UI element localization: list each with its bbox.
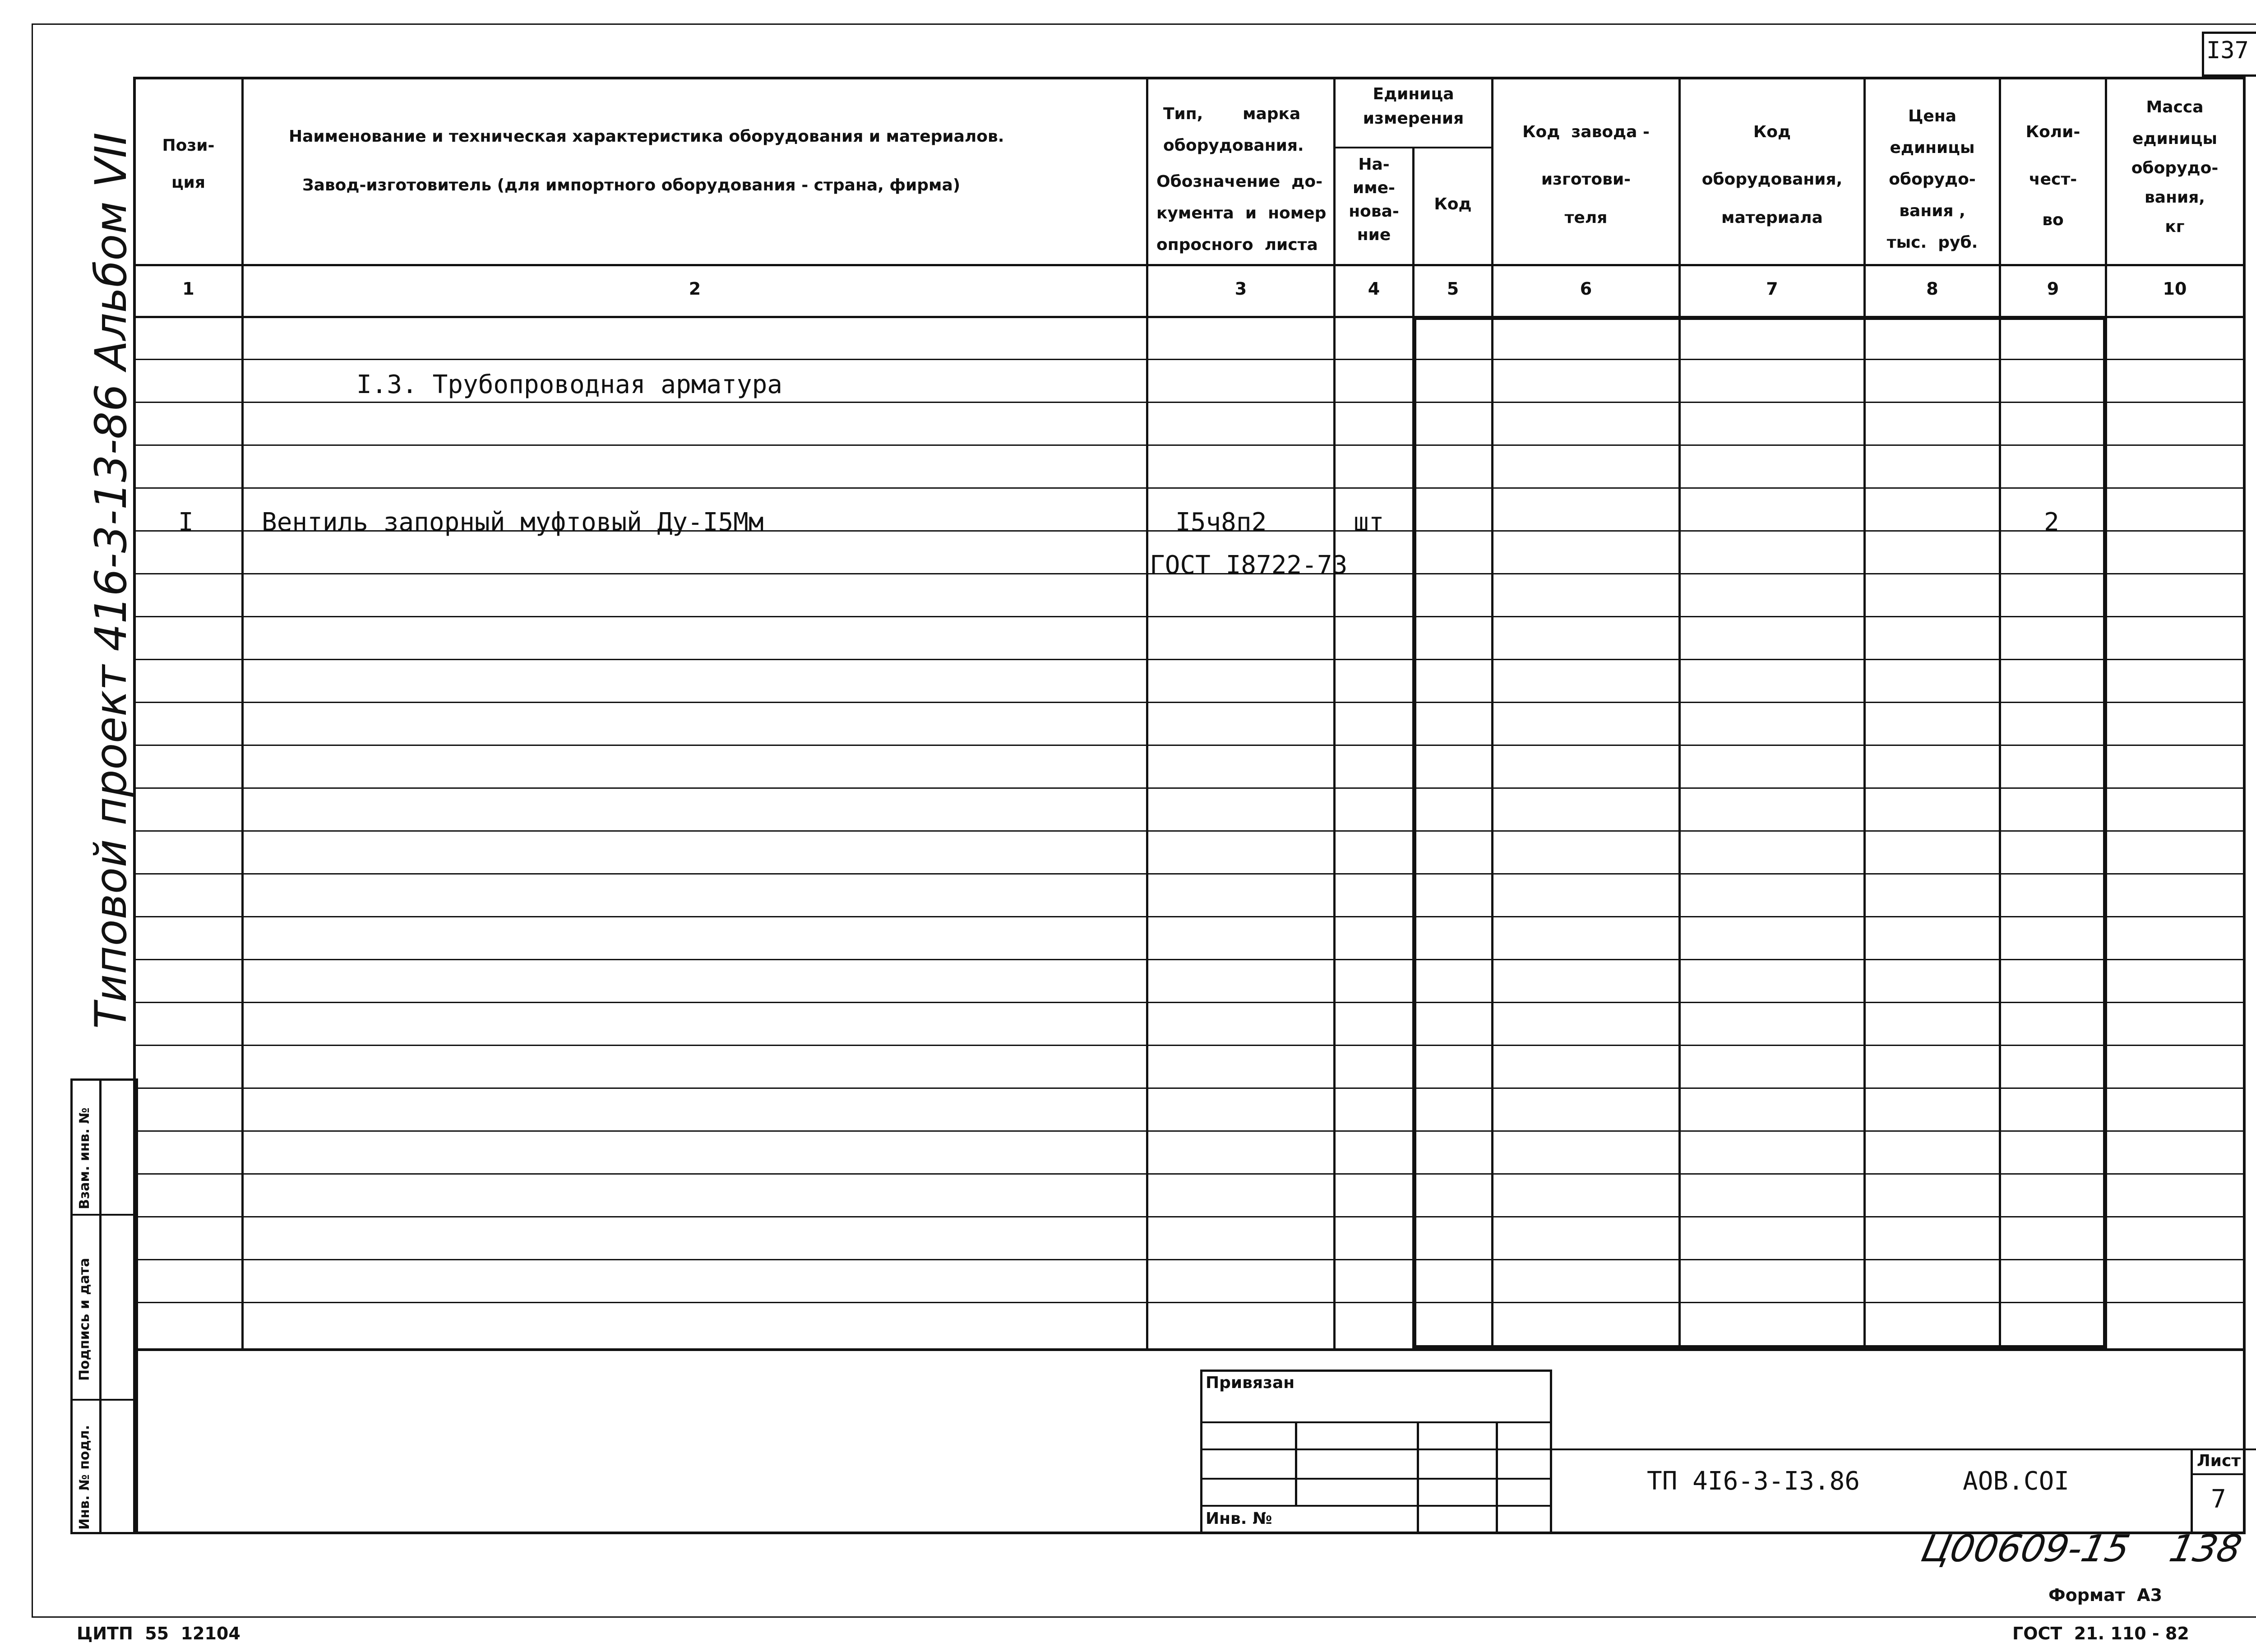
doc-code: ТП 4I6-3-I3.86 — [1647, 1467, 1860, 1496]
doc-mark: АОВ.СОI — [1963, 1467, 2070, 1496]
row-line — [133, 1087, 2246, 1089]
header-price-line2: единицы — [1890, 139, 1975, 157]
header-quantity-line1: Коли- — [2025, 123, 2080, 141]
header-price-line3: оборудо- — [1889, 170, 1976, 189]
row-type: I5ч8п2 — [1175, 508, 1267, 537]
podpis-data-label: Подпись и дата — [77, 1258, 92, 1381]
row-line — [133, 616, 2246, 617]
header-factory-code-line2: изготови- — [1541, 170, 1631, 189]
header-mass-line3: оборудо- — [2131, 159, 2219, 177]
header-type-line1: Тип, марка — [1163, 105, 1301, 123]
header-mass-line2: единицы — [2132, 130, 2218, 148]
header-bottom-line — [133, 264, 2246, 266]
title-block-line-2 — [1200, 1448, 2256, 1450]
row-document: ГОСТ I8722-73 — [1150, 551, 1348, 580]
header-type-line5: опросного листа — [1156, 236, 1318, 254]
header-unit-code: Код — [1434, 195, 1472, 213]
column-number-3: 3 — [1234, 279, 1247, 299]
section-title: I.3. Трубопроводная арматура — [356, 370, 783, 399]
header-price-line4: вания , — [1899, 202, 1965, 220]
row-position: I — [178, 508, 194, 537]
row-name: Вентиль запорный муфтовый Ду-I5Мм — [262, 508, 764, 537]
row-line — [133, 1045, 2246, 1046]
header-price-line1: Цена — [1908, 107, 1956, 125]
left-stamp-divider-1 — [70, 1214, 138, 1216]
row-line — [133, 830, 2246, 832]
row-line — [133, 1173, 2246, 1175]
header-mass-line1: Масса — [2146, 98, 2204, 116]
header-quantity-line2: чест- — [2029, 170, 2077, 189]
list-label: Лист — [2196, 1452, 2241, 1470]
header-unit-name-line2: име- — [1352, 179, 1395, 197]
format-label: Формат А3 — [2048, 1585, 2163, 1605]
body-bottom-line — [133, 1348, 2246, 1351]
row-line — [133, 745, 2246, 746]
header-equipment-code-line1: Код — [1753, 123, 1791, 141]
column-number-7: 7 — [1766, 279, 1778, 299]
column-number-9: 9 — [2047, 279, 2059, 299]
header-name-line2: Завод-изготовитель (для импортного оборудования - страна, фирма) — [302, 176, 961, 194]
row-line — [133, 402, 2246, 403]
handwritten-page: 138 — [2165, 1527, 2246, 1570]
title-block-line-1 — [1200, 1421, 1552, 1423]
col-divider-2 — [1146, 77, 1148, 1349]
sheet-bottom-border — [32, 1616, 2256, 1618]
header-factory-code-line1: Код завода - — [1522, 123, 1650, 141]
inv-no-label: Инв. № — [1206, 1509, 1272, 1528]
inv-podl-label: Инв. № подл. — [77, 1425, 92, 1530]
title-block-left — [1200, 1370, 1202, 1534]
row-quantity: 2 — [2044, 508, 2059, 537]
column-number-10: 10 — [2163, 279, 2187, 299]
handwritten-code: Ц00609-15 — [1917, 1527, 2134, 1570]
left-stamp-inner — [99, 1078, 102, 1534]
title-block-right-privyazan — [1550, 1370, 1552, 1534]
sheet-top-border — [32, 23, 2256, 25]
header-mass-line4: вания, — [2145, 188, 2205, 207]
list-box-divider — [2191, 1473, 2246, 1475]
footer-left-code: ЦИТП 55 12104 — [77, 1624, 240, 1643]
row-line — [133, 702, 2246, 703]
row-line — [133, 916, 2246, 917]
privyazan-label: Привязан — [1206, 1374, 1295, 1392]
row-line — [133, 959, 2246, 960]
header-unit-group-line2: измерения — [1363, 109, 1464, 128]
header-type-line2: оборудования. — [1163, 136, 1304, 155]
header-type-line4: кумента и номер — [1156, 204, 1327, 222]
thick-block-5-9 — [1412, 316, 2107, 1349]
left-stamp-divider-2 — [70, 1399, 138, 1401]
vzam-inv-label: Взам. инв. № — [77, 1107, 92, 1209]
row-line — [133, 787, 2246, 789]
title-block-col-b — [1417, 1421, 1419, 1534]
header-price-line5: тыс. руб. — [1886, 233, 1978, 252]
list-number: 7 — [2211, 1485, 2226, 1514]
header-quantity-line3: во — [2042, 211, 2064, 229]
header-unit-name-line3: нова- — [1349, 202, 1399, 221]
header-equipment-code-line2: оборудования, — [1701, 170, 1843, 189]
row-unit: шт — [1354, 508, 1384, 537]
row-line — [133, 359, 2246, 360]
footer-right-standard: ГОСТ 21. 110 - 82 — [2012, 1624, 2189, 1643]
column-number-2: 2 — [689, 279, 701, 299]
column-number-5: 5 — [1447, 279, 1459, 299]
header-unit-group-line1: Единица — [1373, 85, 1454, 103]
row-line — [133, 1259, 2246, 1260]
header-equipment-code-line3: материала — [1721, 208, 1823, 227]
header-type-line3: Обозначение до- — [1156, 172, 1323, 191]
row-line — [133, 659, 2246, 660]
header-position-line1: Пози- — [162, 136, 215, 155]
header-unit-name-line1: На- — [1358, 155, 1390, 174]
row-line — [133, 873, 2246, 875]
row-line — [133, 487, 2246, 489]
row-line — [133, 1302, 2246, 1303]
sheet-left-border — [32, 23, 33, 1616]
header-mass-line5: кг — [2165, 217, 2185, 236]
row-line — [133, 1002, 2246, 1003]
header-unit-name-line4: ние — [1357, 226, 1391, 244]
row-line — [133, 1216, 2246, 1217]
header-factory-code-line3: теля — [1564, 208, 1608, 227]
column-number-8: 8 — [1926, 279, 1938, 299]
title-block-col-a — [1295, 1421, 1297, 1505]
row-line — [133, 1130, 2246, 1132]
header-position-line2: ция — [171, 173, 206, 192]
col-divider-3 — [1333, 77, 1336, 1349]
col-divider-1 — [241, 77, 244, 1349]
sheet-number-top: I37 — [2206, 37, 2249, 64]
side-project-title: Типовой проект 416-3-13-86 Альбом VII — [86, 132, 136, 1029]
row-line — [133, 444, 2246, 446]
column-number-4: 4 — [1368, 279, 1380, 299]
title-block-line-3 — [1200, 1478, 1552, 1480]
title-block-col-c — [1496, 1421, 1498, 1534]
column-number-1: 1 — [182, 279, 194, 299]
header-name-line1: Наименование и техническая характеристика оборудования и материалов. — [289, 127, 1004, 146]
column-number-6: 6 — [1580, 279, 1592, 299]
